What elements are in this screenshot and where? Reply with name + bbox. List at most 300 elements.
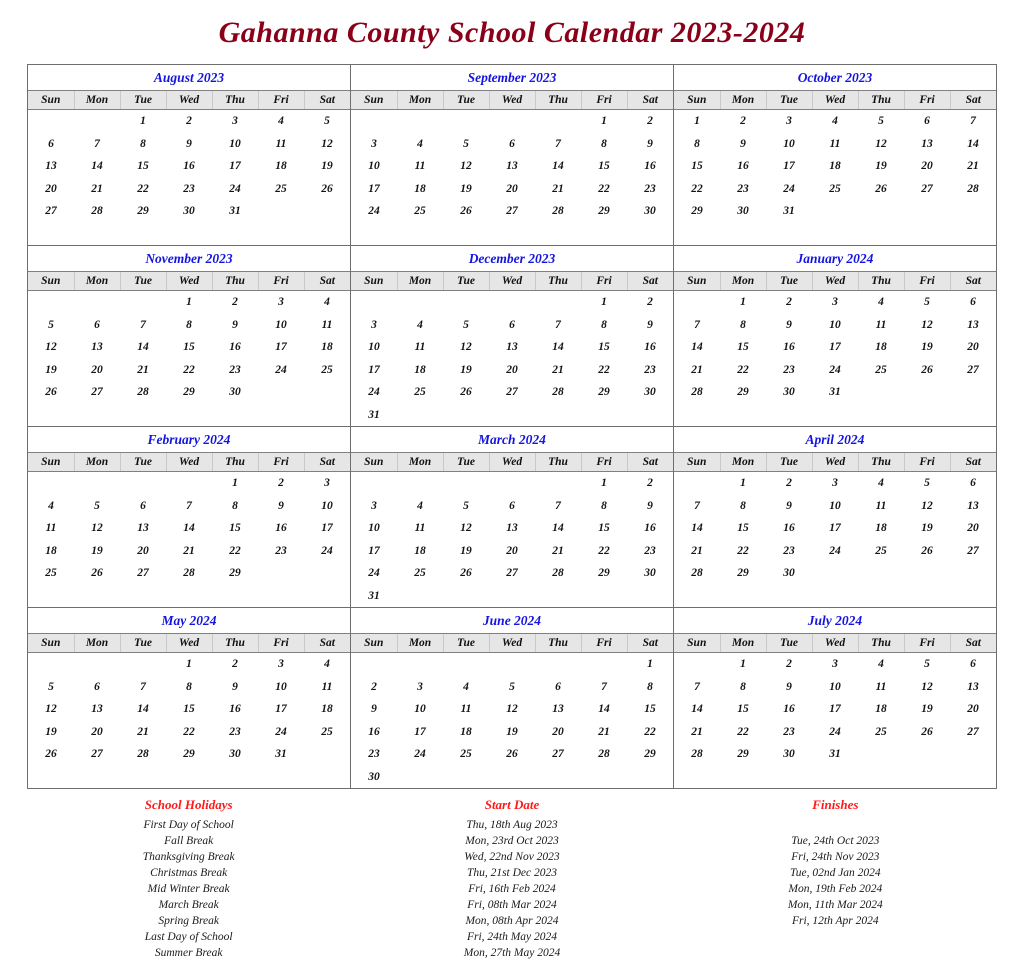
day-cell[interactable]: 15: [737, 341, 749, 354]
day-cell[interactable]: 17: [783, 160, 795, 173]
day-cell[interactable]: 6: [924, 115, 930, 128]
day-cell[interactable]: 1: [740, 296, 746, 309]
day-cell[interactable]: 23: [644, 544, 656, 557]
day-cell[interactable]: 11: [45, 522, 57, 535]
day-cell[interactable]: 18: [414, 363, 426, 376]
day-cell[interactable]: 10: [414, 703, 426, 716]
day-cell[interactable]: 19: [460, 182, 472, 195]
day-cell[interactable]: 27: [506, 567, 518, 580]
day-cell[interactable]: 9: [232, 680, 238, 693]
day-cell[interactable]: 9: [740, 137, 746, 150]
day-cell[interactable]: 25: [875, 725, 887, 738]
day-cell[interactable]: 24: [275, 725, 287, 738]
day-cell[interactable]: 10: [829, 318, 841, 331]
day-cell[interactable]: 26: [921, 363, 933, 376]
day-cell[interactable]: 20: [921, 160, 933, 173]
day-cell[interactable]: 6: [94, 680, 100, 693]
day-cell[interactable]: 20: [506, 544, 518, 557]
day-cell[interactable]: 11: [321, 318, 333, 331]
day-cell[interactable]: 16: [229, 703, 241, 716]
day-cell[interactable]: 27: [552, 748, 564, 761]
day-cell[interactable]: 26: [91, 567, 103, 580]
day-cell[interactable]: 22: [737, 544, 749, 557]
day-cell[interactable]: 6: [509, 499, 515, 512]
day-cell[interactable]: 21: [137, 363, 149, 376]
day-cell[interactable]: 3: [371, 499, 377, 512]
day-cell[interactable]: 26: [45, 386, 57, 399]
day-cell[interactable]: 21: [691, 363, 703, 376]
day-cell[interactable]: 25: [414, 567, 426, 580]
day-cell[interactable]: 12: [460, 160, 472, 173]
day-cell[interactable]: 7: [970, 115, 976, 128]
day-cell[interactable]: 30: [783, 567, 795, 580]
day-cell[interactable]: 15: [183, 703, 195, 716]
day-cell[interactable]: 9: [232, 318, 238, 331]
day-cell[interactable]: 11: [460, 703, 472, 716]
day-cell[interactable]: 2: [232, 658, 238, 671]
day-cell[interactable]: 20: [967, 522, 979, 535]
day-cell[interactable]: 18: [460, 725, 472, 738]
day-cell[interactable]: 28: [552, 567, 564, 580]
day-cell[interactable]: 9: [647, 137, 653, 150]
day-cell[interactable]: 16: [644, 341, 656, 354]
day-cell[interactable]: 6: [970, 658, 976, 671]
day-cell[interactable]: 2: [186, 115, 192, 128]
day-cell[interactable]: 10: [321, 499, 333, 512]
day-cell[interactable]: 4: [417, 137, 423, 150]
day-cell[interactable]: 9: [371, 703, 377, 716]
day-cell[interactable]: 14: [91, 160, 103, 173]
day-cell[interactable]: 21: [552, 544, 564, 557]
day-cell[interactable]: 7: [555, 137, 561, 150]
day-cell[interactable]: 5: [324, 115, 330, 128]
day-cell[interactable]: 11: [321, 680, 333, 693]
day-cell[interactable]: 7: [94, 137, 100, 150]
day-cell[interactable]: 31: [829, 386, 841, 399]
day-cell[interactable]: 12: [921, 318, 933, 331]
day-cell[interactable]: 21: [552, 182, 564, 195]
day-cell[interactable]: 30: [229, 748, 241, 761]
day-cell[interactable]: 3: [832, 477, 838, 490]
day-cell[interactable]: 17: [829, 341, 841, 354]
day-cell[interactable]: 18: [275, 160, 287, 173]
day-cell[interactable]: 14: [691, 703, 703, 716]
day-cell[interactable]: 8: [740, 499, 746, 512]
day-cell[interactable]: 22: [229, 544, 241, 557]
day-cell[interactable]: 16: [783, 341, 795, 354]
day-cell[interactable]: 1: [694, 115, 700, 128]
day-cell[interactable]: 25: [460, 748, 472, 761]
day-cell[interactable]: 13: [45, 160, 57, 173]
day-cell[interactable]: 13: [91, 703, 103, 716]
day-cell[interactable]: 6: [970, 296, 976, 309]
day-cell[interactable]: 1: [601, 115, 607, 128]
day-cell[interactable]: 30: [183, 205, 195, 218]
day-cell[interactable]: 19: [91, 544, 103, 557]
day-cell[interactable]: 28: [91, 205, 103, 218]
day-cell[interactable]: 18: [875, 703, 887, 716]
day-cell[interactable]: 4: [878, 296, 884, 309]
day-cell[interactable]: 4: [832, 115, 838, 128]
day-cell[interactable]: 29: [137, 205, 149, 218]
day-cell[interactable]: 1: [740, 658, 746, 671]
day-cell[interactable]: 18: [45, 544, 57, 557]
day-cell[interactable]: 20: [91, 725, 103, 738]
day-cell[interactable]: 27: [45, 205, 57, 218]
day-cell[interactable]: 17: [368, 182, 380, 195]
day-cell[interactable]: 24: [829, 544, 841, 557]
day-cell[interactable]: 6: [48, 137, 54, 150]
day-cell[interactable]: 16: [368, 725, 380, 738]
day-cell[interactable]: 23: [229, 725, 241, 738]
day-cell[interactable]: 26: [460, 386, 472, 399]
day-cell[interactable]: 9: [647, 318, 653, 331]
day-cell[interactable]: 22: [691, 182, 703, 195]
day-cell[interactable]: 11: [875, 318, 887, 331]
day-cell[interactable]: 10: [229, 137, 241, 150]
day-cell[interactable]: 12: [321, 137, 333, 150]
day-cell[interactable]: 4: [878, 658, 884, 671]
day-cell[interactable]: 15: [137, 160, 149, 173]
day-cell[interactable]: 10: [783, 137, 795, 150]
day-cell[interactable]: 3: [371, 318, 377, 331]
day-cell[interactable]: 4: [417, 318, 423, 331]
day-cell[interactable]: 27: [921, 182, 933, 195]
day-cell[interactable]: 13: [506, 160, 518, 173]
day-cell[interactable]: 14: [691, 341, 703, 354]
day-cell[interactable]: 5: [463, 318, 469, 331]
day-cell[interactable]: 5: [48, 318, 54, 331]
day-cell[interactable]: 22: [137, 182, 149, 195]
day-cell[interactable]: 15: [691, 160, 703, 173]
day-cell[interactable]: 16: [229, 341, 241, 354]
day-cell[interactable]: 16: [644, 522, 656, 535]
day-cell[interactable]: 28: [691, 748, 703, 761]
day-cell[interactable]: 7: [555, 318, 561, 331]
day-cell[interactable]: 24: [368, 567, 380, 580]
day-cell[interactable]: 26: [506, 748, 518, 761]
day-cell[interactable]: 12: [460, 522, 472, 535]
day-cell[interactable]: 22: [737, 363, 749, 376]
day-cell[interactable]: 28: [552, 205, 564, 218]
day-cell[interactable]: 12: [45, 341, 57, 354]
day-cell[interactable]: 8: [740, 680, 746, 693]
day-cell[interactable]: 12: [460, 341, 472, 354]
day-cell[interactable]: 12: [45, 703, 57, 716]
day-cell[interactable]: 28: [967, 182, 979, 195]
day-cell[interactable]: 22: [737, 725, 749, 738]
day-cell[interactable]: 15: [598, 160, 610, 173]
day-cell[interactable]: 27: [91, 386, 103, 399]
day-cell[interactable]: 21: [967, 160, 979, 173]
day-cell[interactable]: 3: [832, 296, 838, 309]
day-cell[interactable]: 14: [137, 341, 149, 354]
day-cell[interactable]: 9: [786, 499, 792, 512]
day-cell[interactable]: 27: [967, 363, 979, 376]
day-cell[interactable]: 1: [601, 296, 607, 309]
day-cell[interactable]: 19: [875, 160, 887, 173]
day-cell[interactable]: 24: [783, 182, 795, 195]
day-cell[interactable]: 1: [232, 477, 238, 490]
day-cell[interactable]: 20: [967, 703, 979, 716]
day-cell[interactable]: 5: [924, 658, 930, 671]
day-cell[interactable]: 30: [783, 748, 795, 761]
day-cell[interactable]: 20: [552, 725, 564, 738]
day-cell[interactable]: 29: [737, 748, 749, 761]
day-cell[interactable]: 17: [275, 341, 287, 354]
day-cell[interactable]: 1: [186, 296, 192, 309]
day-cell[interactable]: 26: [460, 567, 472, 580]
day-cell[interactable]: 10: [275, 680, 287, 693]
day-cell[interactable]: 13: [506, 522, 518, 535]
day-cell[interactable]: 1: [601, 477, 607, 490]
day-cell[interactable]: 10: [829, 680, 841, 693]
day-cell[interactable]: 14: [598, 703, 610, 716]
day-cell[interactable]: 3: [278, 296, 284, 309]
day-cell[interactable]: 31: [783, 205, 795, 218]
day-cell[interactable]: 16: [783, 703, 795, 716]
day-cell[interactable]: 28: [598, 748, 610, 761]
day-cell[interactable]: 6: [509, 137, 515, 150]
day-cell[interactable]: 17: [275, 703, 287, 716]
day-cell[interactable]: 11: [414, 341, 426, 354]
day-cell[interactable]: 26: [921, 725, 933, 738]
day-cell[interactable]: 29: [737, 567, 749, 580]
day-cell[interactable]: 26: [460, 205, 472, 218]
day-cell[interactable]: 22: [598, 544, 610, 557]
day-cell[interactable]: 26: [875, 182, 887, 195]
day-cell[interactable]: 18: [321, 703, 333, 716]
day-cell[interactable]: 5: [924, 477, 930, 490]
day-cell[interactable]: 14: [552, 341, 564, 354]
day-cell[interactable]: 21: [91, 182, 103, 195]
day-cell[interactable]: 19: [45, 363, 57, 376]
day-cell[interactable]: 13: [137, 522, 149, 535]
day-cell[interactable]: 7: [694, 680, 700, 693]
day-cell[interactable]: 7: [601, 680, 607, 693]
day-cell[interactable]: 27: [137, 567, 149, 580]
day-cell[interactable]: 12: [91, 522, 103, 535]
day-cell[interactable]: 30: [737, 205, 749, 218]
day-cell[interactable]: 6: [555, 680, 561, 693]
day-cell[interactable]: 14: [552, 522, 564, 535]
day-cell[interactable]: 24: [321, 544, 333, 557]
day-cell[interactable]: 27: [91, 748, 103, 761]
day-cell[interactable]: 16: [737, 160, 749, 173]
day-cell[interactable]: 11: [414, 522, 426, 535]
day-cell[interactable]: 2: [786, 296, 792, 309]
day-cell[interactable]: 4: [324, 296, 330, 309]
day-cell[interactable]: 3: [832, 658, 838, 671]
day-cell[interactable]: 8: [601, 318, 607, 331]
day-cell[interactable]: 18: [321, 341, 333, 354]
day-cell[interactable]: 21: [552, 363, 564, 376]
day-cell[interactable]: 14: [552, 160, 564, 173]
day-cell[interactable]: 21: [137, 725, 149, 738]
day-cell[interactable]: 25: [45, 567, 57, 580]
day-cell[interactable]: 17: [229, 160, 241, 173]
day-cell[interactable]: 19: [460, 544, 472, 557]
day-cell[interactable]: 24: [829, 363, 841, 376]
day-cell[interactable]: 29: [598, 205, 610, 218]
day-cell[interactable]: 15: [737, 703, 749, 716]
day-cell[interactable]: 4: [878, 477, 884, 490]
day-cell[interactable]: 28: [183, 567, 195, 580]
day-cell[interactable]: 25: [321, 725, 333, 738]
day-cell[interactable]: 13: [552, 703, 564, 716]
day-cell[interactable]: 3: [371, 137, 377, 150]
day-cell[interactable]: 7: [140, 680, 146, 693]
day-cell[interactable]: 10: [829, 499, 841, 512]
day-cell[interactable]: 25: [875, 363, 887, 376]
day-cell[interactable]: 17: [414, 725, 426, 738]
day-cell[interactable]: 5: [94, 499, 100, 512]
day-cell[interactable]: 19: [921, 522, 933, 535]
day-cell[interactable]: 25: [829, 182, 841, 195]
day-cell[interactable]: 23: [783, 363, 795, 376]
day-cell[interactable]: 22: [598, 182, 610, 195]
day-cell[interactable]: 20: [45, 182, 57, 195]
day-cell[interactable]: 18: [875, 522, 887, 535]
day-cell[interactable]: 18: [829, 160, 841, 173]
day-cell[interactable]: 11: [275, 137, 287, 150]
day-cell[interactable]: 31: [275, 748, 287, 761]
day-cell[interactable]: 4: [278, 115, 284, 128]
day-cell[interactable]: 20: [506, 363, 518, 376]
day-cell[interactable]: 26: [921, 544, 933, 557]
day-cell[interactable]: 23: [783, 725, 795, 738]
day-cell[interactable]: 23: [644, 363, 656, 376]
day-cell[interactable]: 19: [460, 363, 472, 376]
day-cell[interactable]: 9: [786, 318, 792, 331]
day-cell[interactable]: 18: [414, 182, 426, 195]
day-cell[interactable]: 9: [278, 499, 284, 512]
day-cell[interactable]: 27: [506, 205, 518, 218]
day-cell[interactable]: 1: [140, 115, 146, 128]
day-cell[interactable]: 13: [967, 499, 979, 512]
day-cell[interactable]: 8: [232, 499, 238, 512]
day-cell[interactable]: 11: [875, 680, 887, 693]
day-cell[interactable]: 25: [414, 386, 426, 399]
day-cell[interactable]: 10: [368, 341, 380, 354]
day-cell[interactable]: 28: [552, 386, 564, 399]
day-cell[interactable]: 2: [740, 115, 746, 128]
day-cell[interactable]: 8: [186, 680, 192, 693]
day-cell[interactable]: 5: [878, 115, 884, 128]
day-cell[interactable]: 19: [45, 725, 57, 738]
day-cell[interactable]: 8: [740, 318, 746, 331]
day-cell[interactable]: 7: [694, 499, 700, 512]
day-cell[interactable]: 24: [414, 748, 426, 761]
day-cell[interactable]: 17: [368, 363, 380, 376]
day-cell[interactable]: 23: [644, 182, 656, 195]
day-cell[interactable]: 26: [45, 748, 57, 761]
day-cell[interactable]: 30: [644, 567, 656, 580]
day-cell[interactable]: 1: [740, 477, 746, 490]
day-cell[interactable]: 27: [967, 544, 979, 557]
day-cell[interactable]: 24: [368, 386, 380, 399]
day-cell[interactable]: 29: [183, 386, 195, 399]
day-cell[interactable]: 30: [229, 386, 241, 399]
day-cell[interactable]: 17: [829, 703, 841, 716]
day-cell[interactable]: 2: [647, 115, 653, 128]
day-cell[interactable]: 19: [506, 725, 518, 738]
day-cell[interactable]: 17: [368, 544, 380, 557]
day-cell[interactable]: 28: [137, 386, 149, 399]
day-cell[interactable]: 7: [140, 318, 146, 331]
day-cell[interactable]: 10: [368, 160, 380, 173]
day-cell[interactable]: 12: [921, 680, 933, 693]
day-cell[interactable]: 2: [647, 296, 653, 309]
day-cell[interactable]: 4: [324, 658, 330, 671]
day-cell[interactable]: 12: [875, 137, 887, 150]
day-cell[interactable]: 30: [644, 386, 656, 399]
day-cell[interactable]: 29: [229, 567, 241, 580]
day-cell[interactable]: 25: [875, 544, 887, 557]
day-cell[interactable]: 20: [506, 182, 518, 195]
day-cell[interactable]: 16: [183, 160, 195, 173]
day-cell[interactable]: 7: [694, 318, 700, 331]
day-cell[interactable]: 10: [275, 318, 287, 331]
day-cell[interactable]: 5: [924, 296, 930, 309]
day-cell[interactable]: 9: [647, 499, 653, 512]
day-cell[interactable]: 8: [140, 137, 146, 150]
day-cell[interactable]: 30: [644, 205, 656, 218]
day-cell[interactable]: 25: [414, 205, 426, 218]
day-cell[interactable]: 23: [737, 182, 749, 195]
day-cell[interactable]: 7: [186, 499, 192, 512]
day-cell[interactable]: 29: [183, 748, 195, 761]
day-cell[interactable]: 5: [48, 680, 54, 693]
day-cell[interactable]: 10: [368, 522, 380, 535]
day-cell[interactable]: 24: [368, 205, 380, 218]
day-cell[interactable]: 16: [644, 160, 656, 173]
day-cell[interactable]: 16: [783, 522, 795, 535]
day-cell[interactable]: 29: [691, 205, 703, 218]
day-cell[interactable]: 14: [137, 703, 149, 716]
day-cell[interactable]: 14: [967, 137, 979, 150]
day-cell[interactable]: 22: [598, 363, 610, 376]
day-cell[interactable]: 3: [786, 115, 792, 128]
day-cell[interactable]: 2: [786, 477, 792, 490]
day-cell[interactable]: 31: [368, 589, 380, 602]
day-cell[interactable]: 3: [417, 680, 423, 693]
day-cell[interactable]: 8: [186, 318, 192, 331]
day-cell[interactable]: 27: [967, 725, 979, 738]
day-cell[interactable]: 13: [967, 680, 979, 693]
day-cell[interactable]: 8: [694, 137, 700, 150]
day-cell[interactable]: 19: [321, 160, 333, 173]
day-cell[interactable]: 2: [232, 296, 238, 309]
day-cell[interactable]: 2: [647, 477, 653, 490]
day-cell[interactable]: 19: [921, 341, 933, 354]
day-cell[interactable]: 20: [137, 544, 149, 557]
day-cell[interactable]: 9: [186, 137, 192, 150]
day-cell[interactable]: 8: [647, 680, 653, 693]
day-cell[interactable]: 22: [183, 363, 195, 376]
day-cell[interactable]: 2: [786, 658, 792, 671]
day-cell[interactable]: 13: [967, 318, 979, 331]
day-cell[interactable]: 1: [647, 658, 653, 671]
day-cell[interactable]: 25: [321, 363, 333, 376]
day-cell[interactable]: 2: [371, 680, 377, 693]
day-cell[interactable]: 12: [921, 499, 933, 512]
day-cell[interactable]: 17: [321, 522, 333, 535]
day-cell[interactable]: 28: [691, 567, 703, 580]
day-cell[interactable]: 30: [783, 386, 795, 399]
day-cell[interactable]: 4: [417, 499, 423, 512]
day-cell[interactable]: 23: [783, 544, 795, 557]
